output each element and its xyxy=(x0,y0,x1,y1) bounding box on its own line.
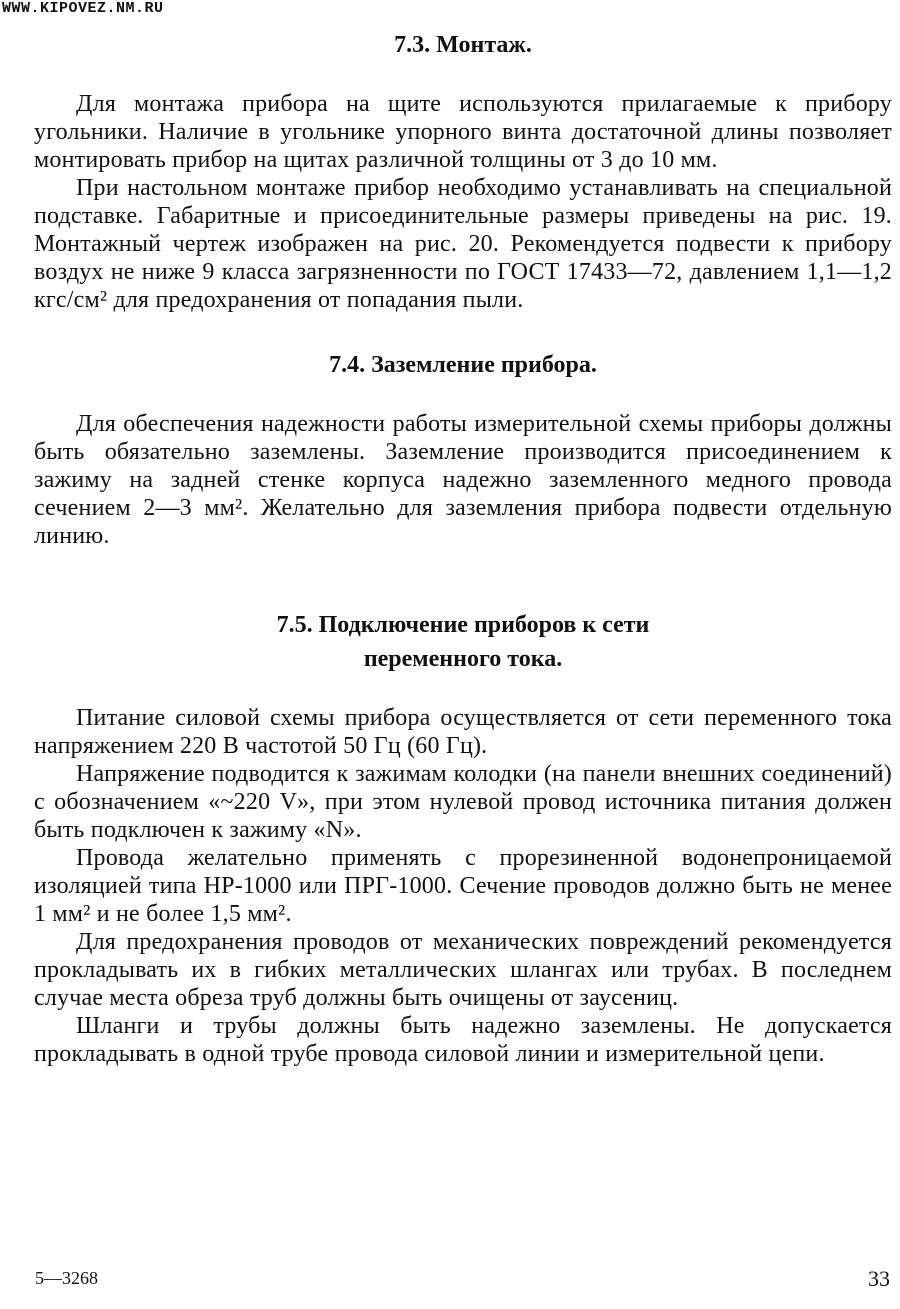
page-number: 33 xyxy=(868,1266,890,1291)
paragraph: При настольном монтаже прибор необходимо устанавливать на специальной подставке. Габаритные и присоединительные размеры приведены на рис. 19. Монтажный чертеж изображен на рис. 20. Рекомендуется подвести к прибору воздух не ниже 9 класса загрязненности по ГОСТ 17433—72, давлением 1,1—1,2 кгс/см² для предохранения от попадания пыли. xyxy=(34,175,892,313)
section-title-line: переменного тока. xyxy=(363,646,563,672)
paragraph: Для предохранения проводов от механических повреждений рекомендуется прокладывать их в гибких металлических шлангах или трубах. В последнем случае места обреза труб должны быть очищены от заусениц. xyxy=(34,929,892,1011)
print-code: 5—3268 xyxy=(35,1268,98,1288)
watermark-url: WWW.KIPOVEZ.NM.RU xyxy=(2,0,164,17)
section-7-4 xyxy=(34,348,892,550)
paragraph: Для монтажа прибора на щите используются прилагаемые к прибору угольники. Наличие в угольнике упорного винта достаточной длины позволяет монтировать прибор на щитах различной толщины от 3 до 10 мм. xyxy=(34,91,892,173)
paragraph: Провода желательно применять с прорезиненной водонепроницаемой изоляцией типа НР-1000 или ПРГ-1000. Сечение проводов должно быть не менее 1 мм² и не более 1,5 мм². xyxy=(34,845,892,927)
section-title-7-5 xyxy=(34,608,892,676)
section-7-5 xyxy=(34,608,892,1068)
section-title-7-4: 7.4. Заземление прибора. xyxy=(329,352,597,378)
paragraph: Шланги и трубы должны быть надежно заземлены. Не допускается прокладывать в одной трубе провода силовой линии и измерительной цепи. xyxy=(34,1013,892,1067)
section-title-line: 7.5. Подключение приборов к сети xyxy=(276,612,650,638)
paragraph: Питание силовой схемы прибора осуществляется от сети переменного тока напряжением 220 В частотой 50 Гц (60 Гц). xyxy=(34,705,892,759)
section-7-3 xyxy=(34,28,892,314)
section-title-7-3: 7.3. Монтаж. xyxy=(394,32,532,58)
paragraph: Напряжение подводится к зажимам колодки (на панели внешних соединений) с обозначением «~220 V», при этом нулевой провод источника питания должен быть подключен к зажиму «N». xyxy=(34,761,892,843)
page-body xyxy=(34,28,892,1068)
paragraph: Для обеспечения надежности работы измерительной схемы приборы должны быть обязательно заземлены. Заземление производится присоединением к зажиму на задней стенке корпуса надежно заземленного медного провода сечением 2—3 мм². Желательно для заземления прибора подвести отдельную линию. xyxy=(34,411,892,549)
